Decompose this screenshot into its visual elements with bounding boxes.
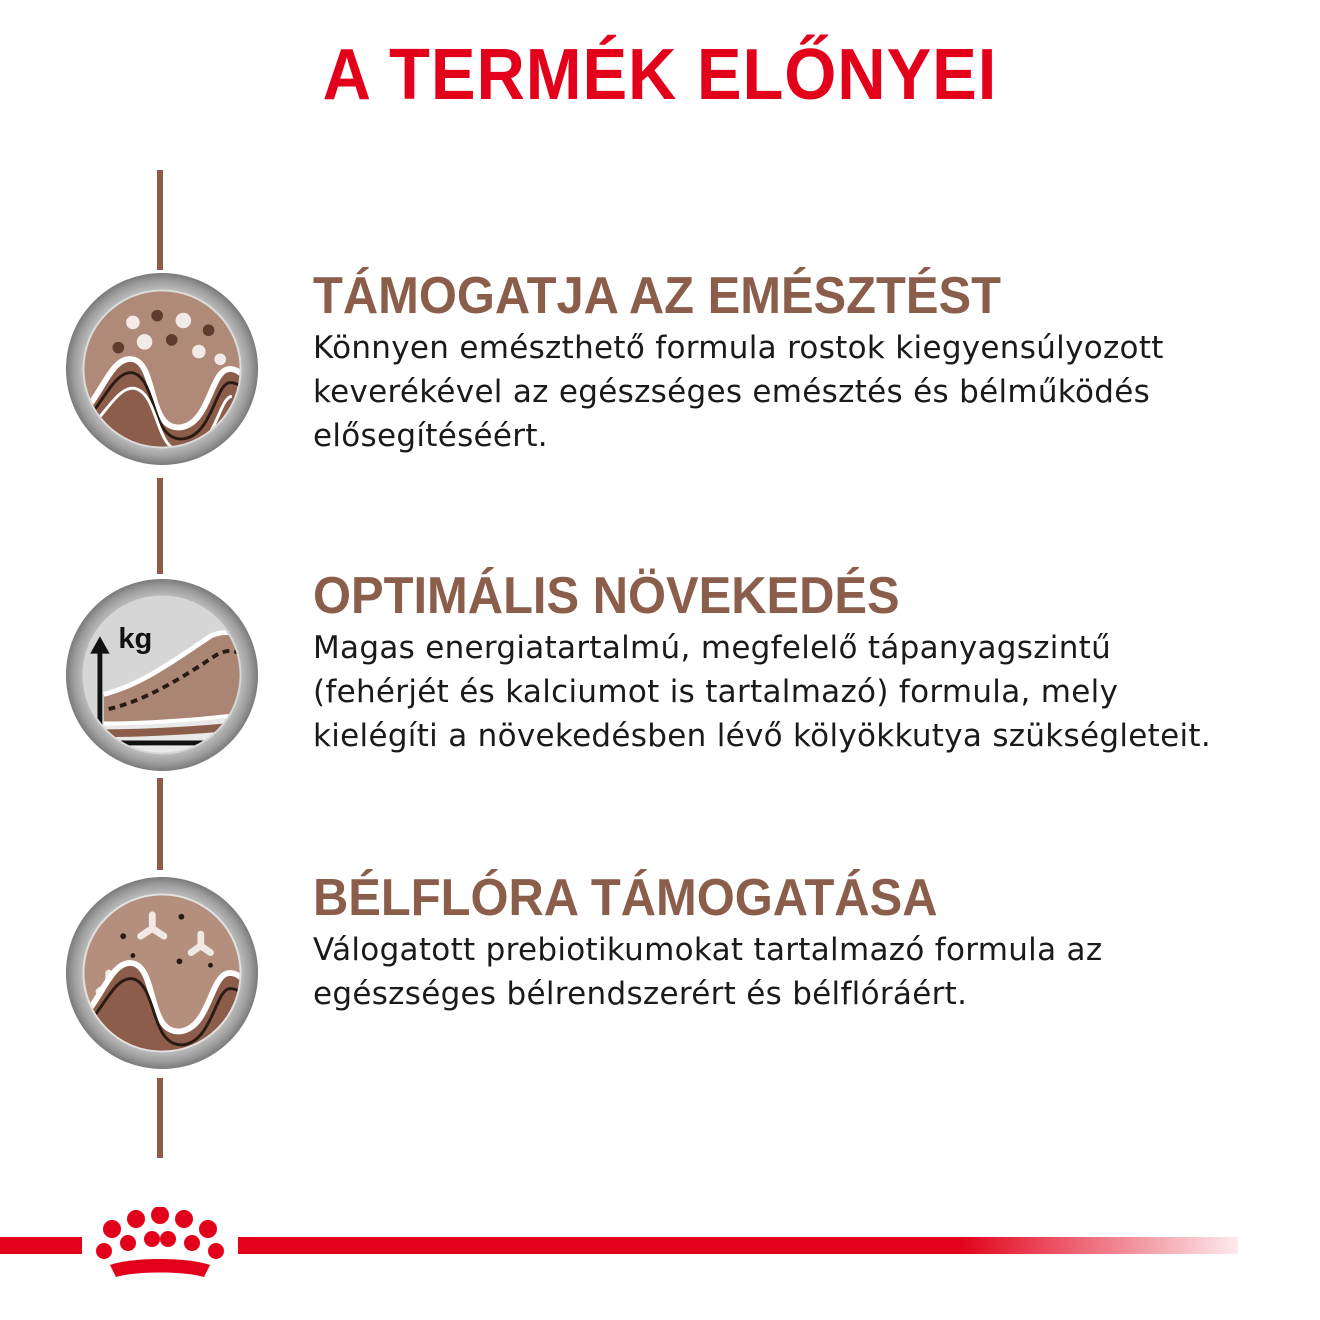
timeline-line <box>157 478 163 574</box>
benefit-intestinal-flora <box>313 868 1293 1016</box>
intestinal-flora-icon <box>65 876 259 1070</box>
timeline-line <box>157 778 163 870</box>
benefit-text: Könnyen emészthető formula rostok kiegyensúlyozott keverékével az egészséges emésztés és bélműködés elősegítéséért. <box>313 330 1164 454</box>
benefit-digestion <box>313 266 1293 458</box>
royal-canin-crown-icon <box>92 1207 228 1283</box>
benefit-growth <box>313 566 1293 758</box>
digestion-icon <box>65 272 259 466</box>
footer-line <box>0 1237 82 1254</box>
page-title: A TERMÉK ELŐNYEI <box>322 35 998 115</box>
benefit-title: TÁMOGATJA AZ EMÉSZTÉST <box>313 267 1001 325</box>
benefit-text: Válogatott prebiotikumokat tartalmazó formula az egészséges bélrendszerért és bélflóráért. <box>313 932 1103 1012</box>
timeline-line <box>157 1078 163 1158</box>
growth-kg-icon <box>65 578 259 772</box>
benefit-title: OPTIMÁLIS NÖVEKEDÉS <box>313 567 900 625</box>
kg-label: kg <box>118 622 153 655</box>
footer-line <box>238 1237 1238 1254</box>
benefit-text: Magas energiatartalmú, megfelelő tápanyagszintű (fehérjét és kalciumot is tartalmazó) formula, mely kielégíti a növekedésben lévő kölyökkutya szükségleteit. <box>313 630 1211 754</box>
timeline-line <box>157 170 163 270</box>
benefit-title: BÉLFLÓRA TÁMOGATÁSA <box>313 869 938 927</box>
